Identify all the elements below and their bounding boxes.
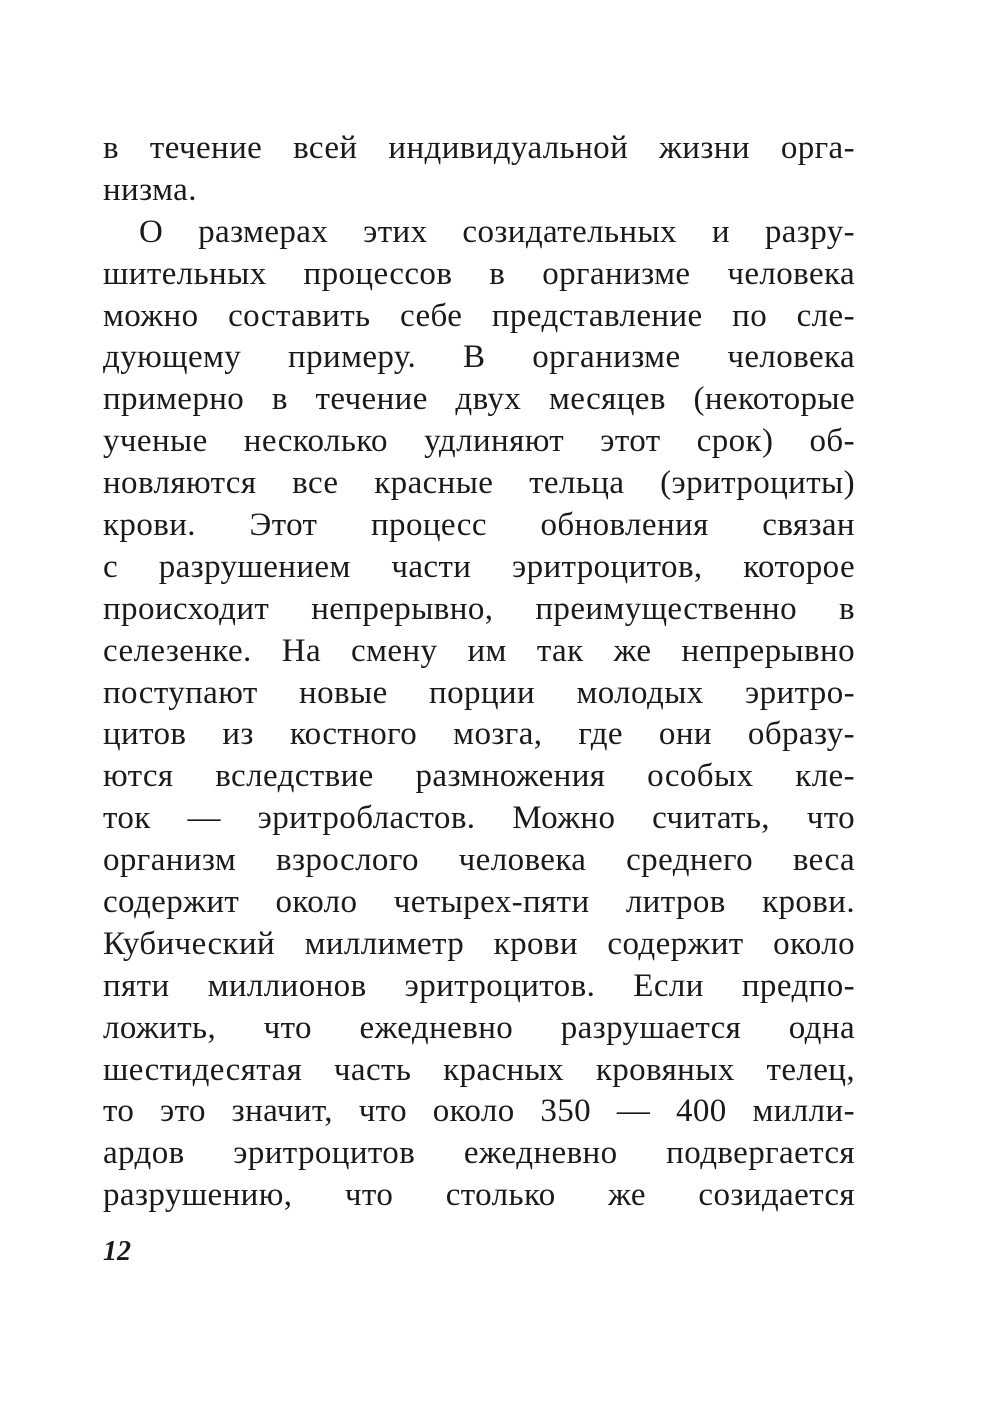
text-line: ются вследствие размножения особых кле- <box>103 758 855 795</box>
text-line: О размерах этих созидательных и разру- <box>139 213 855 250</box>
text-line: ложить, что ежедневно разрушается одна <box>103 1009 855 1046</box>
text-line: происходит непрерывно, преимущественно в <box>103 590 855 627</box>
text-line: разрушению, что столько же созидается <box>103 1177 855 1214</box>
text-line: примерно в течение двух месяцев (некоторые <box>103 381 855 418</box>
text-line: низма. <box>103 171 197 208</box>
text-line: крови. Этот процесс обновления связан <box>103 507 855 544</box>
text-line: организм взрослого человека среднего веса <box>103 842 855 879</box>
text-line: шительных процессов в организме человека <box>103 255 855 292</box>
page-number: 12 <box>103 1236 131 1267</box>
text-line: ученые несколько удлиняют этот срок) об- <box>103 423 855 460</box>
text-line: можно составить себе представление по сле- <box>103 297 855 334</box>
text-line: селезенке. На смену им так же непрерывно <box>103 632 855 669</box>
text-line: новляются все красные тельца (эритроциты) <box>103 465 855 502</box>
text-line: Кубический миллиметр крови содержит около <box>103 925 855 962</box>
text-line: ардов эритроцитов ежедневно подвергается <box>103 1135 855 1172</box>
text-line: в течение всей индивидуальной жизни орга- <box>103 130 855 166</box>
text-line: дующему примеру. В организме человека <box>103 339 855 376</box>
text-line: поступают новые порции молодых эритро- <box>103 674 855 711</box>
text-line: ток — эритробластов. Можно считать, что <box>103 800 855 837</box>
text-line: шестидесятая часть красных кровяных телец, <box>103 1051 855 1088</box>
text-line: цитов из костного мозга, где они образу- <box>103 716 855 753</box>
text-line: с разрушением части эритроцитов, которое <box>103 548 855 585</box>
text-line: то это значит, что около 350 — 400 милли- <box>103 1093 855 1130</box>
text-line: содержит около четырех-пяти литров крови. <box>103 884 855 921</box>
text-line: пяти миллионов эритроцитов. Если предпо- <box>103 967 855 1004</box>
body-text <box>103 128 855 1217</box>
